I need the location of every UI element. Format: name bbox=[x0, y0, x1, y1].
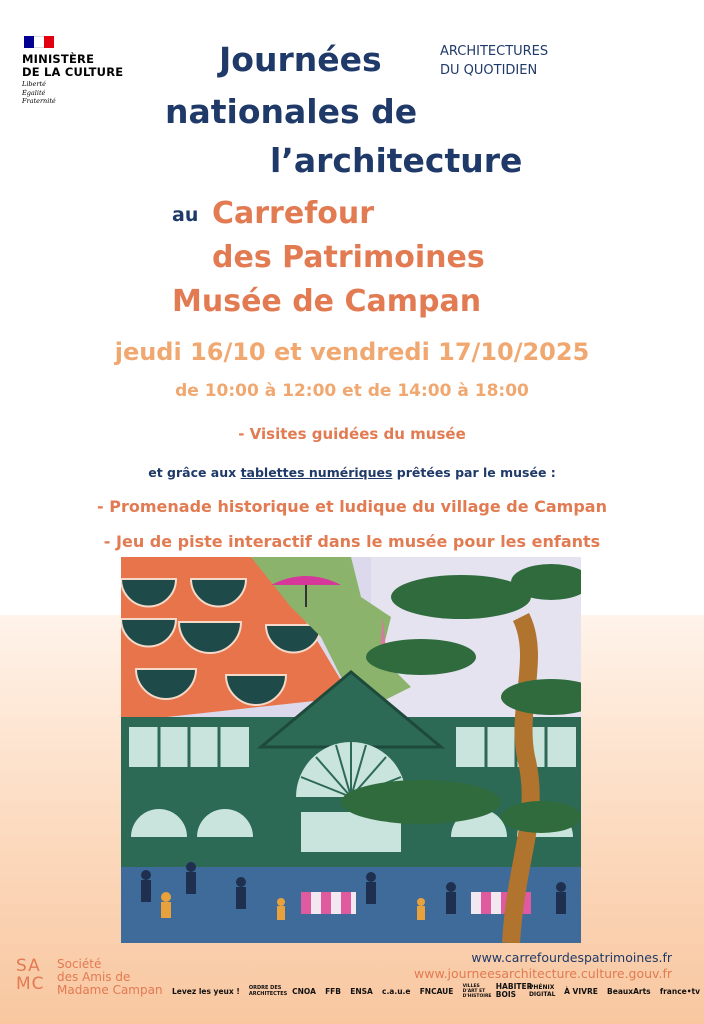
market-hall-illustration bbox=[121, 557, 581, 943]
activity-treasure-hunt: - Jeu de piste interactif dans le musée pour les enfants bbox=[103, 532, 601, 551]
partner-logo: ENSA bbox=[350, 986, 373, 996]
partner-logo: À VIVRE bbox=[564, 986, 598, 996]
partner-logo: PHÉNIX DIGITAL bbox=[528, 984, 556, 998]
tablet-intro: et grâce aux tablettes numériques prêtées par le musée : bbox=[148, 465, 556, 480]
venue-line3: Musée de Campan bbox=[172, 284, 482, 319]
activity-village-walk: - Promenade historique et ludique du village de Campan bbox=[97, 497, 607, 516]
theme-line2: DU QUOTIDIEN bbox=[440, 63, 538, 78]
partner-logo: FNCAUE bbox=[419, 986, 454, 996]
partner-logo: france•tv bbox=[659, 986, 700, 996]
title-line2: nationales de bbox=[165, 92, 418, 131]
partner-logo: FFB bbox=[325, 986, 342, 996]
french-flag-icon bbox=[24, 36, 54, 48]
partner-logo: c.a.u.e bbox=[382, 986, 411, 996]
samc-logo: SA MC bbox=[16, 956, 45, 994]
partner-logo: Levez les yeux ! bbox=[172, 986, 240, 996]
title-line1: Journées bbox=[219, 40, 382, 79]
tablettes-link: tablettes numériques bbox=[240, 465, 393, 480]
republic-motto: Liberté Égalité Fraternité bbox=[22, 80, 56, 105]
activity-guided-tours: - Visites guidées du musée bbox=[238, 425, 466, 443]
venue-prefix: au bbox=[172, 204, 199, 226]
event-dates: jeudi 16/10 et vendredi 17/10/2025 bbox=[114, 338, 590, 366]
venue-line1: Carrefour bbox=[212, 196, 375, 231]
url-journees[interactable]: www.journeesarchitecture.culture.gouv.fr bbox=[414, 966, 672, 981]
ministry-name-line2: DE LA CULTURE bbox=[22, 65, 124, 79]
partner-logo: ORDRE DES ARCHITECTES bbox=[248, 985, 288, 997]
partner-logo: HABITER BOIS bbox=[495, 982, 533, 999]
samc-name: Société des Amis de Madame Campan bbox=[57, 957, 163, 997]
partner-logo: VILLES D'ART ET D'HISTOIRE bbox=[462, 983, 492, 999]
partner-logos bbox=[172, 978, 700, 1004]
title-line3: l’architecture bbox=[270, 141, 523, 180]
partner-logo: BeauxArts bbox=[607, 986, 651, 996]
partner-logo: CNOA bbox=[292, 986, 316, 996]
event-hours: de 10:00 à 12:00 et de 14:00 à 18:00 bbox=[175, 381, 529, 401]
venue-line2: des Patrimoines bbox=[212, 240, 485, 275]
ministry-name-line1: MINISTÈRE bbox=[22, 52, 95, 66]
url-carrefour[interactable]: www.carrefourdespatrimoines.fr bbox=[471, 950, 672, 965]
theme-line1: ARCHITECTURES bbox=[440, 44, 549, 59]
